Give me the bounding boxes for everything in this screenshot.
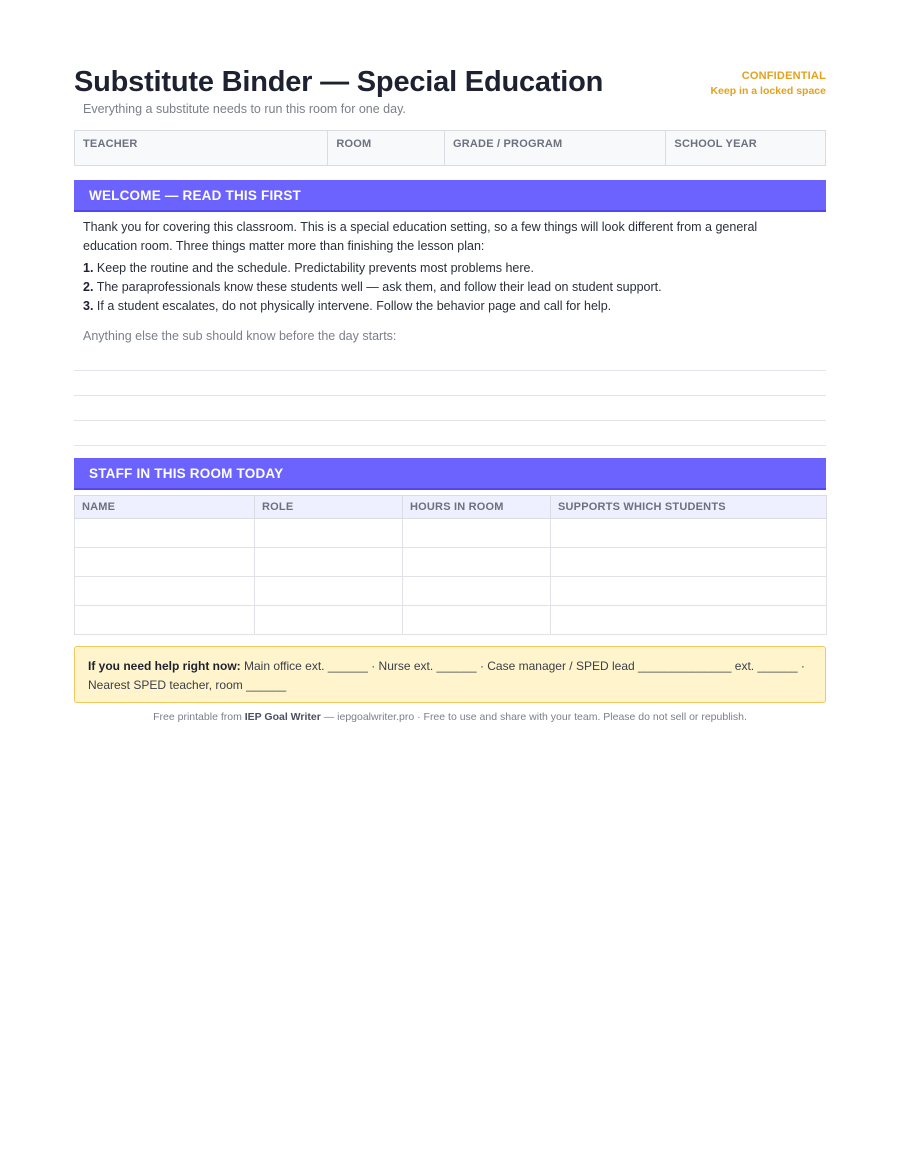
hours-cell[interactable] bbox=[403, 606, 551, 635]
welcome-section-body bbox=[83, 218, 813, 316]
classroom-info-table bbox=[74, 130, 826, 166]
notes-line[interactable] bbox=[74, 420, 826, 421]
list-item-number: 1. bbox=[83, 261, 94, 275]
notes-line[interactable] bbox=[74, 445, 826, 446]
column-header-role: ROLE bbox=[255, 496, 403, 519]
notes-line[interactable] bbox=[74, 370, 826, 371]
confidential-label: CONFIDENTIAL bbox=[741, 70, 826, 82]
notes-prompt: Anything else the sub should know before the day starts: bbox=[83, 329, 397, 343]
emergency-help-box bbox=[74, 646, 826, 703]
room-field[interactable]: ROOM bbox=[328, 131, 445, 165]
footer-prefix: Free printable from bbox=[153, 711, 242, 723]
role-cell[interactable] bbox=[255, 606, 403, 635]
supports-cell[interactable] bbox=[551, 577, 827, 606]
column-header-hours: HOURS IN ROOM bbox=[403, 496, 551, 519]
table-row bbox=[75, 519, 827, 548]
role-cell[interactable] bbox=[255, 577, 403, 606]
table-row bbox=[75, 577, 827, 606]
list-item-text: The paraprofessionals know these students well — ask them, and follow their lead on student support. bbox=[96, 280, 662, 294]
supports-cell[interactable] bbox=[551, 548, 827, 577]
name-cell[interactable] bbox=[75, 577, 255, 606]
table-row bbox=[75, 606, 827, 635]
list-item-text: Keep the routine and the schedule. Predictability prevents most problems here. bbox=[96, 261, 534, 275]
supports-cell[interactable] bbox=[551, 606, 827, 635]
school-year-field[interactable]: SCHOOL YEAR bbox=[674, 138, 757, 150]
list-item-number: 2. bbox=[83, 280, 94, 294]
list-item-number: 3. bbox=[83, 299, 94, 313]
help-label: If you need help right now: bbox=[88, 659, 241, 673]
page-footer bbox=[74, 711, 826, 723]
footer-brand: IEP Goal Writer bbox=[244, 711, 321, 723]
staff-section-header: STAFF IN THIS ROOM TODAY bbox=[74, 458, 826, 490]
list-item bbox=[83, 278, 813, 297]
substitute-binder-page bbox=[74, 0, 826, 723]
confidential-notice bbox=[710, 70, 826, 97]
page-subtitle: Everything a substitute needs to run this room for one day. bbox=[83, 102, 406, 116]
welcome-section-header: WELCOME — READ THIS FIRST bbox=[74, 180, 826, 212]
help-contacts: Main office ext. ______ · Nurse ext. ______ · Case manager / SPED lead ______________ ext. ______ · Nearest SPED teacher, room ______ bbox=[88, 659, 805, 692]
column-header-name: NAME bbox=[75, 496, 255, 519]
hours-cell[interactable] bbox=[403, 577, 551, 606]
notes-line[interactable] bbox=[74, 395, 826, 396]
footer-suffix: — iepgoalwriter.pro · Free to use and share with your team. Please do not sell or republish. bbox=[323, 711, 747, 723]
welcome-intro: Thank you for covering this classroom. This is a special education setting, so a few things will look different from a general education room. Three things matter more than finishing the lesson plan: bbox=[83, 220, 758, 253]
name-cell[interactable] bbox=[75, 548, 255, 577]
role-cell[interactable] bbox=[255, 519, 403, 548]
page-title: Substitute Binder — Special Education bbox=[74, 66, 604, 98]
name-cell[interactable] bbox=[75, 606, 255, 635]
grade-program-field[interactable]: GRADE / PROGRAM bbox=[445, 131, 666, 165]
column-header-supports: SUPPORTS WHICH STUDENTS bbox=[551, 496, 827, 519]
teacher-field[interactable]: TEACHER bbox=[75, 131, 328, 165]
confidential-note: Keep in a locked space bbox=[710, 85, 826, 97]
list-item bbox=[83, 297, 813, 316]
staff-table bbox=[74, 495, 827, 635]
list-item bbox=[83, 259, 813, 278]
supports-cell[interactable] bbox=[551, 519, 827, 548]
staff-table-header-row bbox=[75, 496, 827, 519]
role-cell[interactable] bbox=[255, 548, 403, 577]
table-row bbox=[75, 548, 827, 577]
hours-cell[interactable] bbox=[403, 548, 551, 577]
hours-cell[interactable] bbox=[403, 519, 551, 548]
name-cell[interactable] bbox=[75, 519, 255, 548]
list-item-text: If a student escalates, do not physically intervene. Follow the behavior page and call for help. bbox=[96, 299, 612, 313]
document-header bbox=[74, 0, 826, 130]
